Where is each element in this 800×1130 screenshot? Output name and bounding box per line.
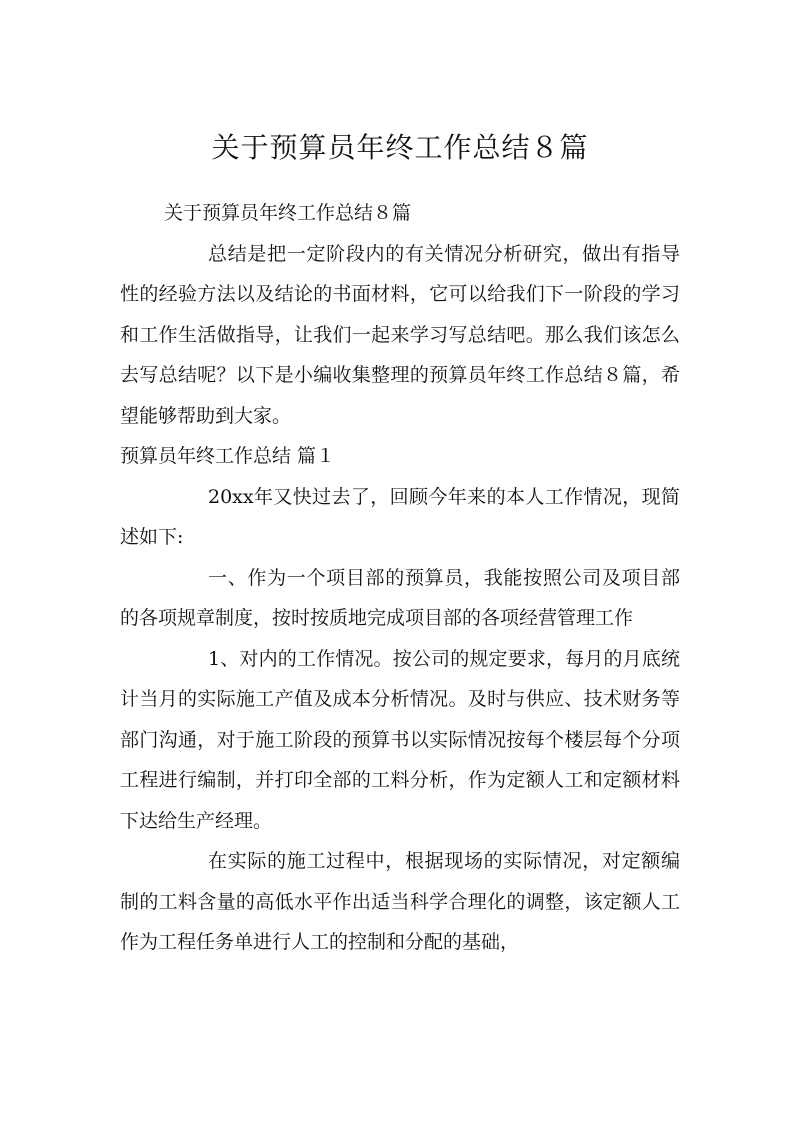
paragraph-2: 一、作为一个项目部的预算员，我能按照公司及项目部的各项规章制度，按时按质地完成项目部的各项经营管理工作 <box>120 566 680 629</box>
paragraph-1: 20xx年又快过去了，回顾今年来的本人工作情况，现简述如下: <box>120 485 680 548</box>
document-title: 关于预算员年终工作总结８篇 <box>211 131 589 164</box>
intro-paragraph: 总结是把一定阶段内的有关情况分析研究，做出有指导性的经验方法以及结论的书面材料，它可以给我们下一阶段的学习和工作生活做指导，让我们一起来学习写总结吧。那么我们该怎么去写总结呢？以下是小编收集整理的预算员年终工作总结８篇，希望能够帮助到大家。 <box>120 242 680 427</box>
document-subtitle: 关于预算员年终工作总结８篇 <box>164 202 412 224</box>
paragraph-3: 1、对内的工作情况。按公司的规定要求，每月的月底统计当月的实际施工产值及成本分析情况。及时与供应、技术财务等部门沟通，对于施工阶段的预算书以实际情况按每个楼层每个分项工程进行编制，并打印全部的工料分析，作为定额人工和定额材料下达给生产经理。 <box>120 647 680 832</box>
section-heading: 预算员年终工作总结 篇１ <box>120 445 336 467</box>
document-body <box>120 193 680 963</box>
paragraph-4: 在实际的施工过程中，根据现场的实际情况，对定额编制的工料含量的高低水平作出适当科学合理化的调整，该定额人工作为工程任务单进行人工的控制和分配的基础， <box>120 850 680 953</box>
